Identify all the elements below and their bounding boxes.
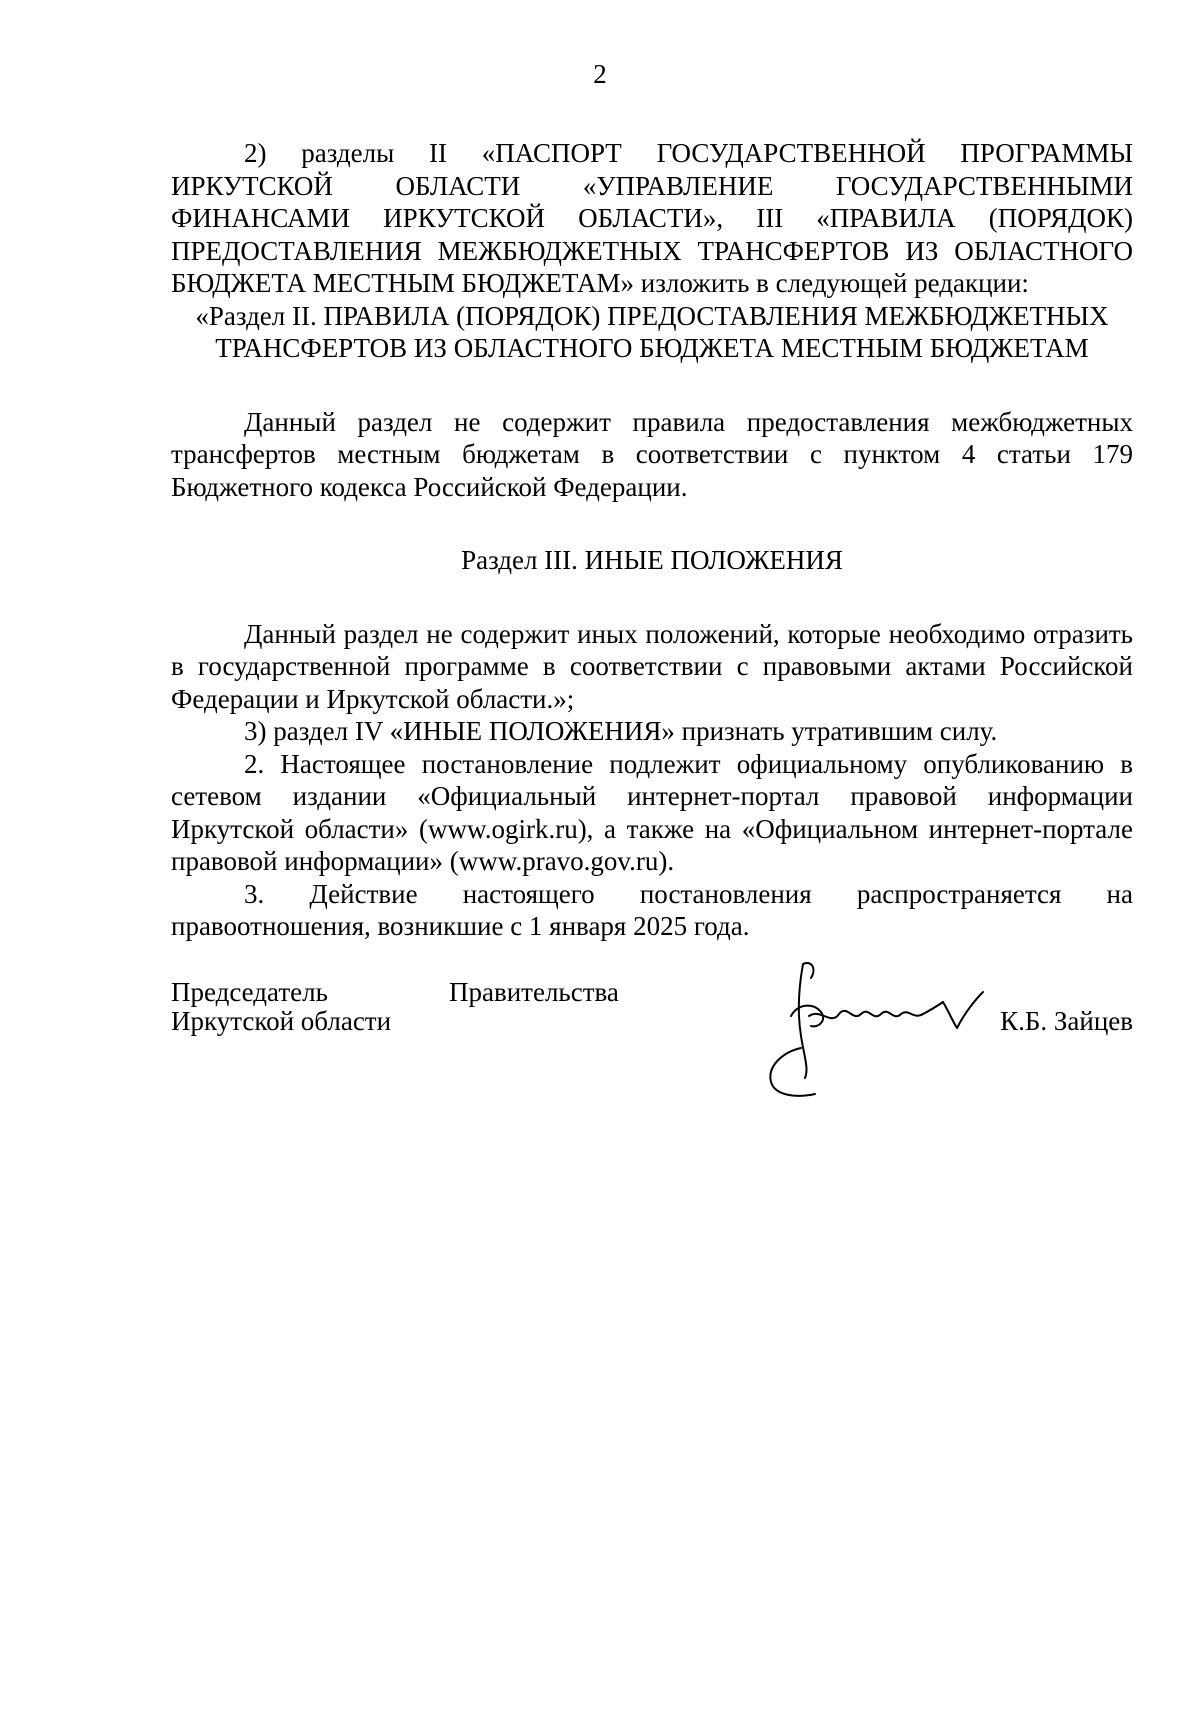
amendment-item-3: 3) раздел IV «ИНЫЕ ПОЛОЖЕНИЯ» признать утратившим силу. bbox=[244, 716, 998, 746]
effective-date-clause-line2: правоотношения, возникшие с 1 января 2025 года. bbox=[171, 911, 750, 941]
signatory-position-line2: Иркутской области bbox=[171, 1006, 392, 1036]
signatory-position-line1: Председатель bbox=[171, 977, 328, 1007]
section-3-heading: Раздел III. ИНЫЕ ПОЛОЖЕНИЯ bbox=[461, 545, 843, 575]
section-2-heading: «Раздел II. ПРАВИЛА (ПОРЯДОК) ПРЕДОСТАВЛЕНИЯ МЕЖБЮДЖЕТНЫХ ТРАНСФЕРТОВ ИЗ ОБЛАСТНОГО БЮДЖЕТА МЕСТНЫМ БЮДЖЕТАМ bbox=[195, 300, 1109, 363]
amendment-item-2: 2) разделы II «ПАСПОРТ ГОСУДАРСТВЕННОЙ ПРОГРАММЫ ИРКУТСКОЙ ОБЛАСТИ «УПРАВЛЕНИЕ ГОСУДАРСТВЕННЫМИ ФИНАНСАМИ ИРКУТСКОЙ ОБЛАСТИ», III «ПРАВИЛА (ПОРЯДОК) ПРЕДОСТАВЛЕНИЯ МЕЖБЮДЖЕТНЫХ ТРАНСФЕРТОВ ИЗ ОБЛАСТНОГО БЮДЖЕТА МЕСТНЫМ БЮДЖЕТАМ» изложить в следующей редакции: bbox=[171, 138, 1133, 298]
effective-date-clause-line1: 3. Действие настоящего постановления распространяется на bbox=[244, 878, 1133, 909]
signatory-name: К.Б. Зайцев bbox=[1000, 1006, 1133, 1036]
signature-block bbox=[171, 978, 1133, 1108]
page-number: 2 bbox=[593, 59, 607, 89]
document-body bbox=[171, 137, 1133, 943]
section-2-text: Данный раздел не содержит правила предоставления межбюджетных трансфертов местным бюджетам в соответствии с пунктом 4 статьи 179 Бюджетного кодекса Российской Федерации. bbox=[171, 406, 1133, 502]
signatory-position-word2: Правительства bbox=[449, 977, 619, 1007]
section-3-text: Данный раздел не содержит иных положений, которые необходимо отразить в государственной программе в соответствии с правовыми актами Российской Федерации и Иркутской области.»; bbox=[171, 618, 1133, 714]
publication-clause: 2. Настоящее постановление подлежит официальному опубликованию в сетевом издании «Официальный интернет-портал правовой информации Иркутской области» (www.ogirk.ru), а также на «Официальном интернет-портале правовой информации» (www.pravo.gov.ru). bbox=[171, 748, 1133, 876]
handwritten-signature bbox=[731, 956, 991, 1106]
